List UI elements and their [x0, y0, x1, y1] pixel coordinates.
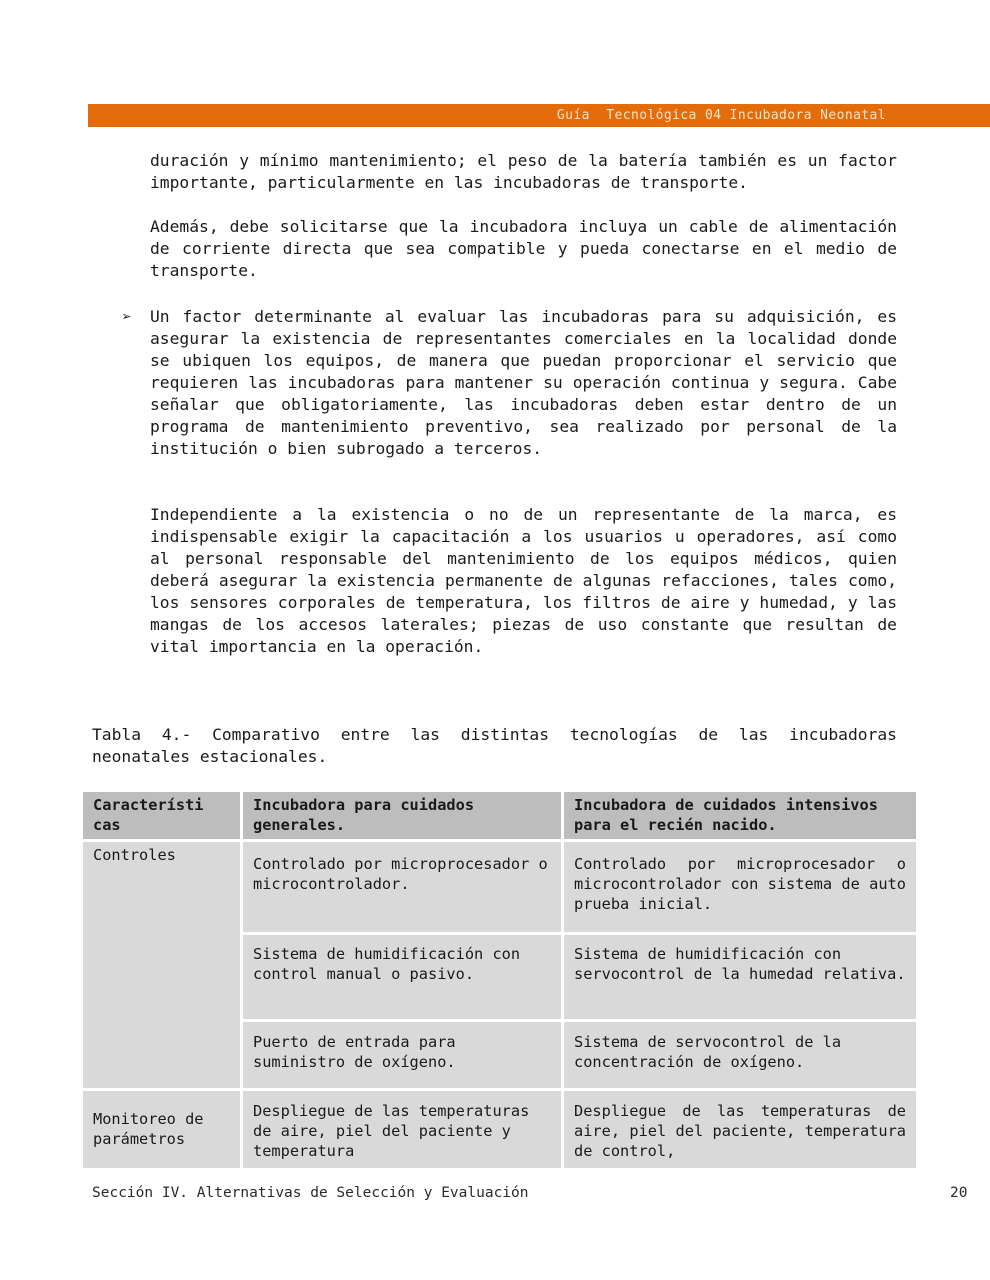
- cell-intensive: Despliegue de las temperaturas de aire, piel del paciente, temperatura de control,: [563, 1090, 918, 1170]
- cell-general: Despliegue de las temperaturas de aire, piel del paciente y temperatura: [242, 1090, 563, 1170]
- header-bar: [88, 104, 990, 127]
- row-label-controles: Controles: [82, 841, 242, 1090]
- table-row: [82, 841, 918, 934]
- page-number: 20: [950, 1185, 968, 1201]
- row-label-monitoreo: Monitoreo de parámetros: [82, 1090, 242, 1170]
- footer-section: Sección IV. Alternativas de Selección y Evaluación: [92, 1185, 529, 1201]
- paragraph-dc-cable: Además, debe solicitarse que la incubadora incluya un cable de alimentación de corriente directa que sea compatible y pueda conectarse en el medio de transporte.: [150, 217, 897, 280]
- cell-general: Puerto de entrada para suministro de oxígeno.: [242, 1021, 563, 1090]
- table-caption: Tabla 4.- Comparativo entre las distintas tecnologías de las incubadoras neonatales estacionales.: [92, 725, 897, 766]
- cell-intensive: Sistema de humidificación con servocontrol de la humedad relativa.: [563, 934, 918, 1021]
- comparison-table: [80, 789, 919, 1171]
- cell-general: Controlado por microprocesador o microcontrolador.: [242, 841, 563, 934]
- table-header-row: [82, 791, 918, 841]
- arrow-bullet-icon: ➢: [122, 307, 132, 326]
- cell-general: Sistema de humidificación con control manual o pasivo.: [242, 934, 563, 1021]
- paragraph-training: Independiente a la existencia o no de un representante de la marca, es indispensable exigir la capacitación a los usuarios u operadores, así como al personal responsable del mantenimiento de los equipos médicos, quien deberá asegurar la existencia permanente de algunas refacciones, tales como, los sensores corporales de temperatura, los filtros de aire y humedad, y las mangas de los accesos laterales; piezas de uso constante que resultan de vital importancia en la operación.: [150, 505, 897, 656]
- cell-intensive: Sistema de servocontrol de la concentración de oxígeno.: [563, 1021, 918, 1090]
- header-characteristics: Característi cas: [82, 791, 242, 841]
- header-general-care: Incubadora para cuidados generales.: [242, 791, 563, 841]
- header-intensive-care: Incubadora de cuidados intensivos para el recién nacido.: [563, 791, 918, 841]
- table-row: [82, 1090, 918, 1170]
- cell-intensive: Controlado por microprocesador o microcontrolador con sistema de auto prueba inicial.: [563, 841, 918, 934]
- header-title: Guía Tecnológica 04 Incubadora Neonatal: [556, 108, 886, 123]
- paragraph-battery: duración y mínimo mantenimiento; el peso de la batería también es un factor importante, particularmente en las incubadoras de transporte.: [150, 151, 897, 192]
- paragraph-commercial-representatives: Un factor determinante al evaluar las incubadoras para su adquisición, es asegurar la existencia de representantes comerciales en la localidad donde se ubiquen los equipos, de manera que puedan proporcionar el servicio que requieren las incubadoras para mantener su operación continua y segura. Cabe señalar que obligatoriamente, las incubadoras deben estar dentro de un programa de mantenimiento preventivo, sea realizado por personal de la institución o bien subrogado a terceros.: [150, 307, 897, 458]
